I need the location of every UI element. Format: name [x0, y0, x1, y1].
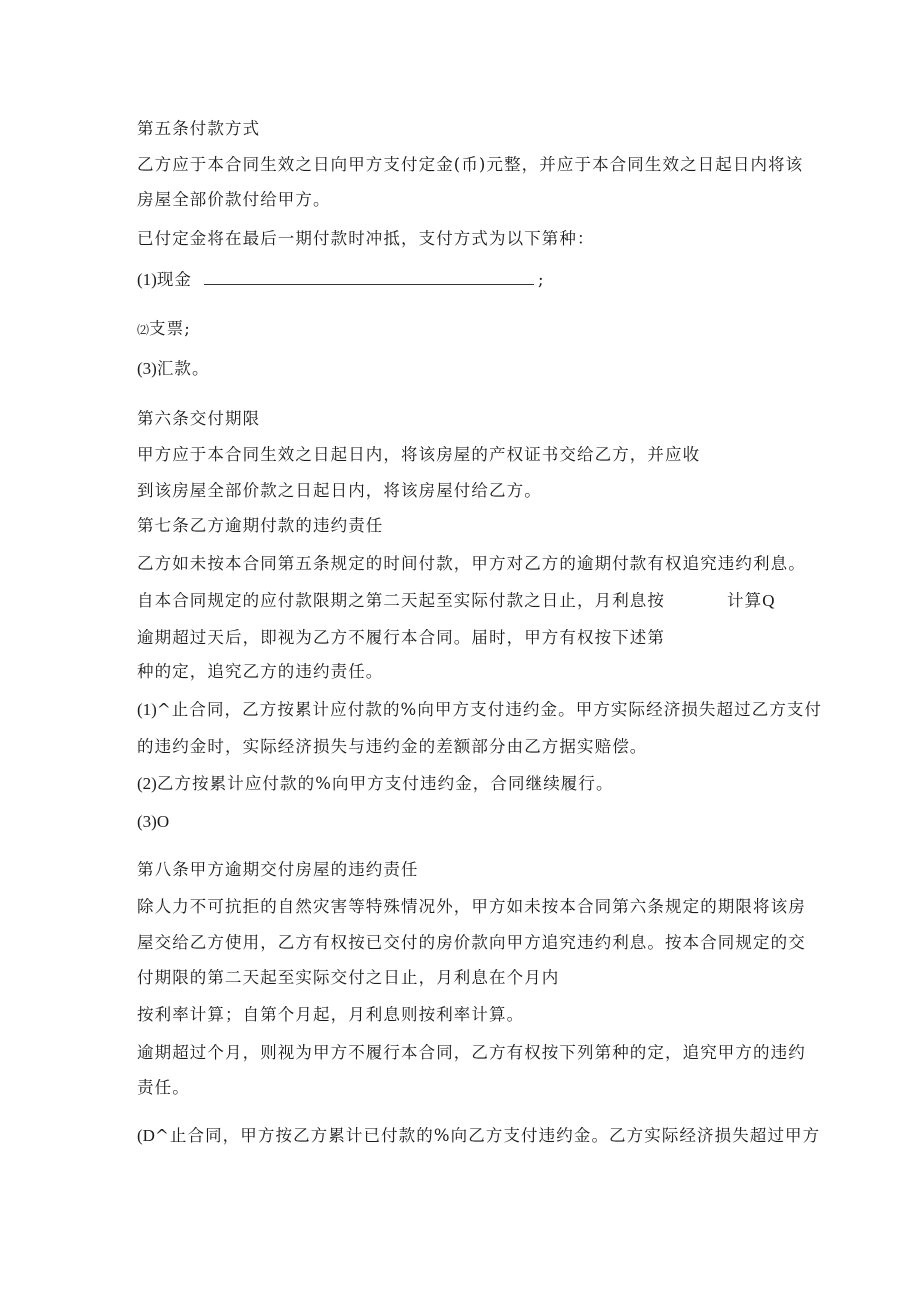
payment-option-transfer — [137, 359, 210, 379]
article-7-paragraph-1: 乙方如未按本合同第五条规定的时间付款，甲方对乙方的逾期付款有权追究违约利息。 — [137, 554, 806, 573]
article-5-paragraph-2: 已付定金将在最后一期付款时冲抵，支付方式为以下第种： — [137, 229, 595, 248]
option-number: (3)O — [137, 812, 170, 831]
article-7-option-1 — [137, 700, 822, 720]
option-text: 乙方按累计应付款的%向甲方支付违约金，合同继续履行。 — [156, 774, 614, 793]
article-8-paragraph-line-1: 除人力不可抗拒的自然灾害等特殊情况外，甲方如未按本合同第六条规定的期限将该房 — [137, 897, 806, 916]
article-8-title: 第八条甲方逾期交付房屋的违约责任 — [137, 860, 419, 879]
article-7-paragraph-3: 逾期超过天后，即视为乙方不履行本合同。届时，甲方有权按下述第 — [137, 628, 665, 647]
option-text: ^止合同，甲方按乙方累计已付款的%向乙方支付违约金。乙方实际经济损失超过甲方 — [154, 1126, 821, 1145]
article-7-title: 第七条乙方逾期付款的违约责任 — [137, 516, 384, 535]
option-label: 汇款。 — [156, 359, 210, 378]
article-7-paragraph-2 — [137, 591, 774, 611]
article-7-option-3 — [137, 812, 169, 832]
payment-option-check — [137, 319, 191, 340]
article-7-paragraph-4: 种的定，追究乙方的违约责任。 — [137, 662, 384, 681]
article-8-paragraph-line-4: 按利率计算；自第个月起，月利息则按利率计算。 — [137, 1005, 525, 1024]
option-number: (1) — [137, 270, 157, 289]
option-label: 支票; — [149, 319, 191, 338]
article-8-paragraph-line-2: 屋交给乙方使用，乙方有权按已交付的房价款向甲方追究违约利息。按本合同规定的交 — [137, 933, 806, 952]
article-5-paragraph-line-1: 乙方应于本合同生效之日向甲方支付定金(币)元整，并应于本合同生效之日起日内将该 — [137, 155, 804, 174]
option-label: 现金 — [156, 270, 193, 289]
option-number: (D — [137, 1126, 155, 1145]
option-number: (3) — [137, 359, 157, 378]
article-8-option-1 — [137, 1126, 820, 1146]
paragraph-text: Q — [762, 591, 775, 610]
article-5-paragraph-line-2: 房屋全部价款付给甲方。 — [137, 190, 331, 209]
option-number: (2) — [137, 774, 157, 793]
paragraph-text: 计算 — [727, 591, 763, 610]
paragraph-text: 自本合同规定的应付款限期之第二天起至实际付款之日止，月利息按 — [137, 591, 665, 610]
article-6-paragraph-line-2: 到该房屋全部价款之日起日内，将该房屋付给乙方。 — [137, 481, 542, 500]
payment-option-cash — [137, 270, 545, 290]
article-8-paragraph-2-line-1: 逾期超过个月，则视为甲方不履行本合同，乙方有权按下列第种的定，追究甲方的违约 — [137, 1043, 806, 1062]
article-8-paragraph-line-3: 付期限的第二天起至实际交付之日止，月利息在个月内 — [137, 968, 560, 987]
article-7-option-2 — [137, 774, 614, 794]
article-8-paragraph-2-line-2: 责任。 — [137, 1078, 190, 1097]
option-end-mark: ; — [538, 270, 545, 289]
option-text: ^止合同，乙方按累计应付款的%向甲方支付违约金。甲方实际经济损失超过乙方支付 — [156, 700, 823, 719]
article-7-option-1-continued: 的违约金时，实际经济损失与违约金的差额部分由乙方据实赔偿。 — [137, 737, 648, 756]
article-6-paragraph-line-1: 甲方应于本合同生效之日起日内，将该房屋的产权证书交给乙方，并应收 — [137, 445, 701, 464]
fill-in-blank-line — [204, 272, 534, 285]
option-number: ⑵ — [137, 323, 150, 337]
article-6-title: 第六条交付期限 — [137, 409, 261, 428]
option-number: (1) — [137, 700, 157, 719]
article-5-title: 第五条付款方式 — [137, 119, 261, 138]
